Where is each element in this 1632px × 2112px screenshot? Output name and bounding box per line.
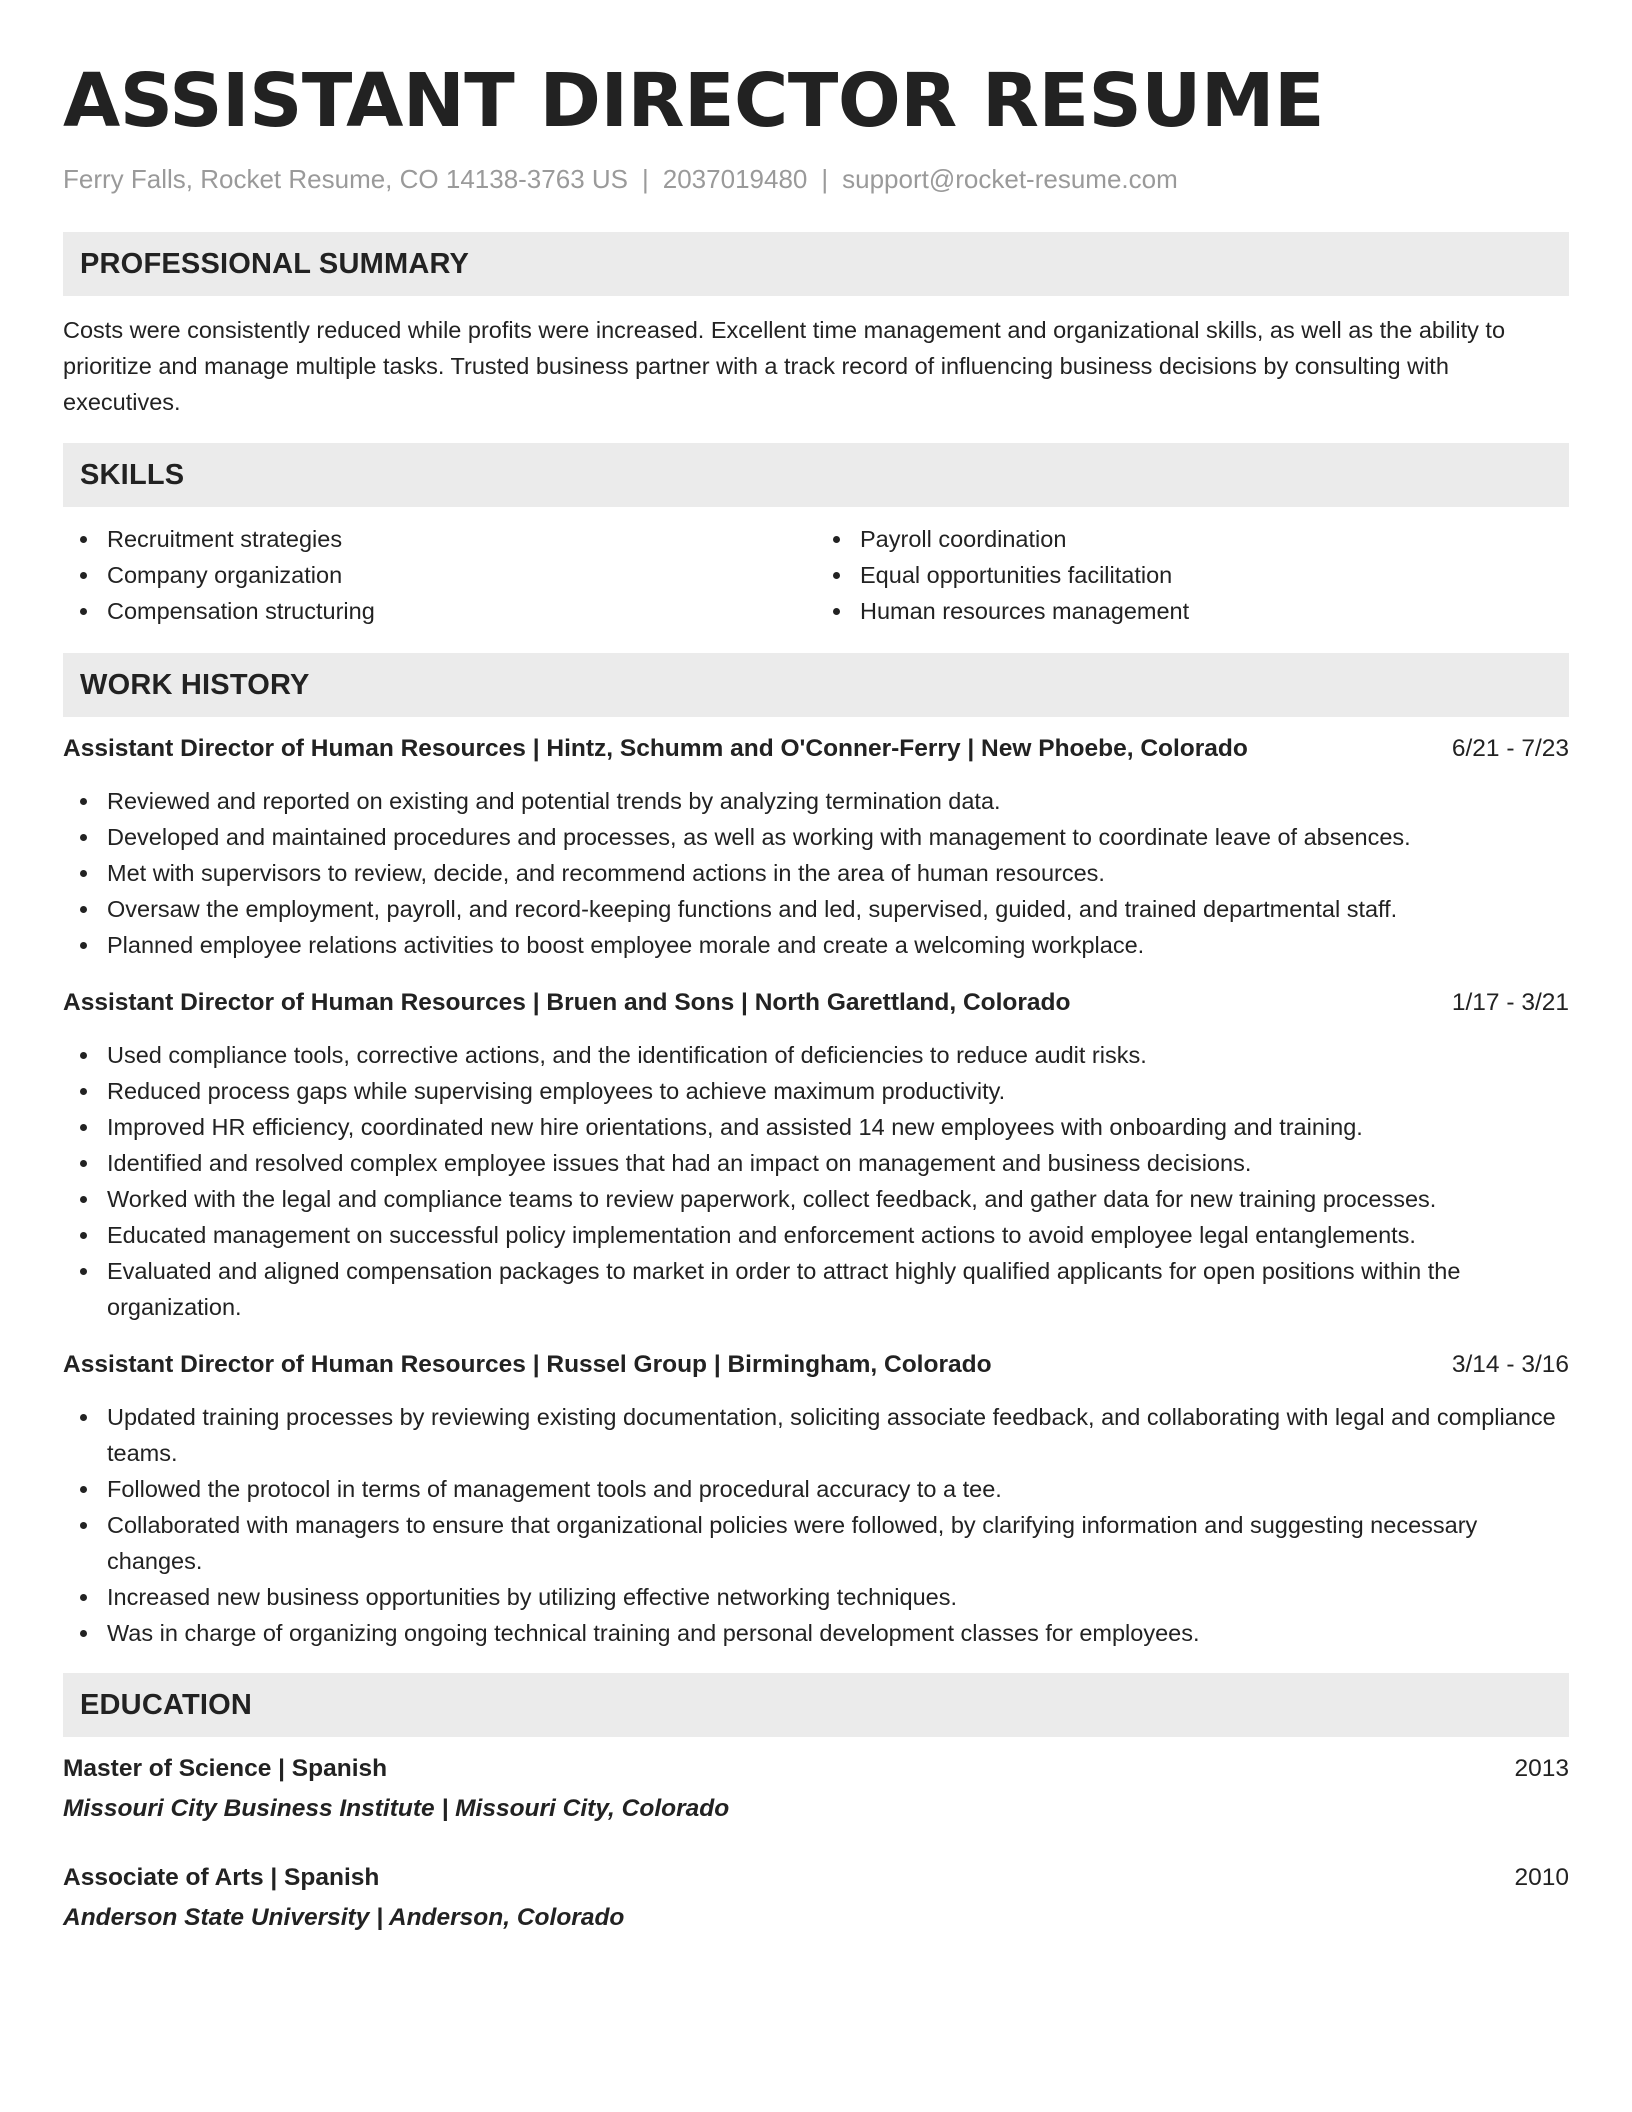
resume-title: ASSISTANT DIRECTOR RESUME <box>63 58 1325 144</box>
job-entry <box>63 985 1569 1325</box>
job-header <box>63 1347 1569 1383</box>
job-bullet: Followed the protocol in terms of management tools and procedural accuracy to a tee. <box>63 1471 1569 1507</box>
job-bullet: Educated management on successful policy implementation and enforcement actions to avoid employee legal entanglements. <box>63 1217 1569 1253</box>
contact-email: support@rocket-resume.com <box>842 164 1178 194</box>
contact-phone: 2037019480 <box>662 164 808 194</box>
contact-line <box>63 164 1569 195</box>
job-bullet: Evaluated and aligned compensation packages to market in order to attract highly qualified applicants for open positions within the organization. <box>63 1253 1569 1325</box>
job-bullet: Reduced process gaps while supervising employees to achieve maximum productivity. <box>63 1073 1569 1109</box>
contact-address: Ferry Falls, Rocket Resume, CO 14138-3763 US <box>63 164 628 194</box>
job-bullet: Developed and maintained procedures and processes, as well as working with management to coordinate leave of absences. <box>63 819 1569 855</box>
job-bullet: Met with supervisors to review, decide, and recommend actions in the area of human resources. <box>63 855 1569 891</box>
contact-separator: | <box>821 164 829 194</box>
summary-text: Costs were consistently reduced while profits were increased. Excellent time management and organizational skills, as well as the ability to prioritize and manage multiple tasks. Trusted business partner with a track record of influencing business decisions by consulting with executives. <box>63 317 1506 415</box>
education-header <box>63 1860 1569 1896</box>
contact-separator: | <box>642 164 649 194</box>
resume-page <box>63 52 1569 1936</box>
skill-item: Payroll coordination <box>816 521 1569 557</box>
education-header <box>63 1751 1569 1787</box>
skill-item: Compensation structuring <box>63 593 816 629</box>
skill-item: Recruitment strategies <box>63 521 816 557</box>
job-bullet: Planned employee relations activities to boost employee morale and create a welcoming workplace. <box>63 927 1569 963</box>
job-bullet: Reviewed and reported on existing and potential trends by analyzing termination data. <box>63 783 1569 819</box>
job-bullet: Identified and resolved complex employee issues that had an impact on management and business decisions. <box>63 1145 1569 1181</box>
education-year: 2013 <box>1514 1755 1569 1782</box>
job-entry <box>63 1347 1569 1651</box>
skills-column-left <box>63 521 816 629</box>
section-header-summary: PROFESSIONAL SUMMARY <box>63 232 1569 296</box>
education-degree: Associate of Arts | Spanish <box>63 1864 380 1891</box>
job-bullet: Oversaw the employment, payroll, and record-keeping functions and led, supervised, guided, and trained departmental staff. <box>63 891 1569 927</box>
job-bullet: Updated training processes by reviewing existing documentation, soliciting associate feedback, and collaborating with legal and compliance teams. <box>63 1399 1569 1471</box>
job-bullets <box>63 1037 1569 1325</box>
job-dates: 3/14 - 3/16 <box>1451 1351 1569 1378</box>
job-bullet: Improved HR efficiency, coordinated new hire orientations, and assisted 14 new employees with onboarding and training. <box>63 1109 1569 1145</box>
education-school: Missouri City Business Institute | Missouri City, Colorado <box>63 1795 730 1822</box>
job-title: Assistant Director of Human Resources | Russel Group | Birmingham, Colorado <box>63 1351 992 1378</box>
section-header-work-history: WORK HISTORY <box>63 653 1569 717</box>
section-header-education: EDUCATION <box>63 1673 1569 1737</box>
skill-item: Human resources management <box>816 593 1569 629</box>
job-header <box>63 731 1569 767</box>
job-bullet: Increased new business opportunities by utilizing effective networking techniques. <box>63 1579 1569 1615</box>
job-title: Assistant Director of Human Resources | Hintz, Schumm and O'Conner-Ferry | New Phoebe, Colorado <box>63 735 1248 762</box>
job-header <box>63 985 1569 1021</box>
job-bullet: Was in charge of organizing ongoing technical training and personal development classes for employees. <box>63 1615 1569 1651</box>
education-degree: Master of Science | Spanish <box>63 1755 388 1782</box>
education-year: 2010 <box>1514 1864 1569 1891</box>
job-bullet: Collaborated with managers to ensure that organizational policies were followed, by clarifying information and suggesting necessary changes. <box>63 1507 1569 1579</box>
job-bullet: Worked with the legal and compliance teams to review paperwork, collect feedback, and gather data for new training processes. <box>63 1181 1569 1217</box>
job-bullets <box>63 783 1569 963</box>
section-header-skills: SKILLS <box>63 443 1569 507</box>
skills-list <box>63 521 1569 629</box>
job-title: Assistant Director of Human Resources | Bruen and Sons | North Garettland, Colorado <box>63 989 1071 1016</box>
education-school: Anderson State University | Anderson, Colorado <box>63 1904 625 1931</box>
job-entry <box>63 731 1569 963</box>
job-dates: 1/17 - 3/21 <box>1451 989 1569 1016</box>
job-dates: 6/21 - 7/23 <box>1451 735 1569 762</box>
education-entry <box>63 1751 1569 1827</box>
skill-item: Equal opportunities facilitation <box>816 557 1569 593</box>
skills-column-right <box>816 521 1569 629</box>
job-bullet: Used compliance tools, corrective actions, and the identification of deficiencies to reduce audit risks. <box>63 1037 1569 1073</box>
job-bullets <box>63 1399 1569 1651</box>
education-entry <box>63 1860 1569 1936</box>
skill-item: Company organization <box>63 557 816 593</box>
